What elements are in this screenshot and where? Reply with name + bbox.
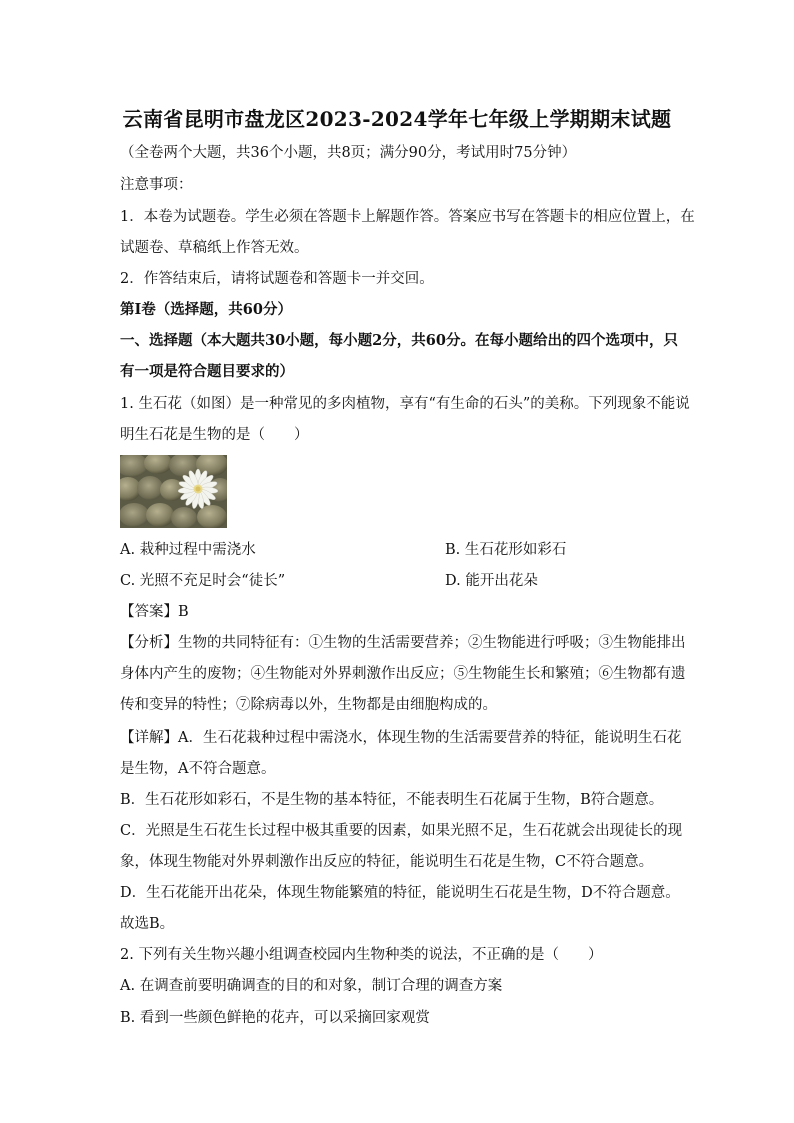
question-1-detail: 【详解】A．生石花栽种过程中需浇水，体现生物的生活需要营养的特征，能说明生石花: [120, 730, 682, 746]
page-title: 云南省昆明市盘龙区2023-2024学年七年级上学期期末试题: [122, 107, 672, 131]
question-1-detail-cont: 是生物，A不符合题意。: [120, 761, 276, 777]
question-1-analysis-cont: 身体内产生的废物；④生物能对外界刺激作出反应；⑤生物能生长和繁殖；⑥生物都有遗: [120, 666, 686, 682]
notice-item-1: 1．本卷为试题卷。学生必须在答题卡上解题作答。答案应书写在答题卡的相应位置上，在: [120, 209, 695, 225]
question-1-stem: 1. 生石花（如图）是一种常见的多肉植物，享有“有生命的石头”的美称。下列现象不能说: [120, 396, 690, 412]
notice-heading: 注意事项：: [120, 177, 193, 193]
question-2-stem: 2. 下列有关生物兴趣小组调查校园内生物种类的说法，不正确的是（ ）: [120, 947, 603, 963]
exam-subtitle: （全卷两个大题，共36个小题，共8页；满分90分，考试用时75分钟）: [120, 145, 577, 161]
question-1-analysis-cont: 传和变异的特性；⑦除病毒以外，生物都是由细胞构成的。: [120, 697, 497, 713]
question-1-analysis: 【分析】生物的共同特征有：①生物的生活需要营养；②生物能进行呼吸；③生物能排出: [120, 635, 686, 651]
question-1-option-d: D. 能开出花朵: [445, 573, 538, 589]
question-1-option-b: B. 生石花形如彩石: [445, 542, 567, 558]
question-1-answer: 【答案】B: [120, 604, 189, 620]
question-1-option-c: C. 光照不充足时会“徒长”: [120, 573, 286, 589]
part-heading: 第Ⅰ卷（选择题，共60分）: [120, 301, 292, 318]
question-1-detail-b: B．生石花形如彩石，不是生物的基本特征，不能表明生石花属于生物，B符合题意。: [120, 792, 664, 808]
section-heading-cont: 有一项是符合题目要求的）: [120, 363, 294, 380]
question-2-option-b: B. 看到一些颜色鲜艳的花卉，可以采摘回家观赏: [120, 1010, 430, 1026]
question-1-detail-c: C．光照是生石花生长过程中极其重要的因素，如果光照不足，生石花就会出现徒长的现: [120, 823, 683, 839]
notice-item-2: 2．作答结束后，请将试题卷和答题卡一并交回。: [120, 271, 434, 287]
section-heading: 一、选择题（本大题共30小题，每小题2分，共60分。在每小题给出的四个选项中，只: [120, 332, 678, 349]
notice-item-1-cont: 试题卷、草稿纸上作答无效。: [120, 240, 309, 256]
lithops-photo: [120, 455, 227, 528]
question-1-conclusion: 故选B。: [120, 916, 175, 932]
question-1-option-a: A. 栽种过程中需浇水: [120, 542, 256, 558]
question-1-detail-c-cont: 象，体现生物能对外界刺激作出反应的特征，能说明生石花是生物，C不符合题意。: [120, 854, 654, 870]
question-1-stem-cont: 明生石花是生物的是（ ）: [120, 427, 309, 443]
question-1-detail-d: D．生石花能开出花朵，体现生物能繁殖的特征，能说明生石花是生物，D不符合题意。: [120, 885, 680, 901]
question-2-option-a: A. 在调查前要明确调查的目的和对象，制订合理的调查方案: [120, 978, 503, 994]
lithops-image: [120, 455, 227, 528]
